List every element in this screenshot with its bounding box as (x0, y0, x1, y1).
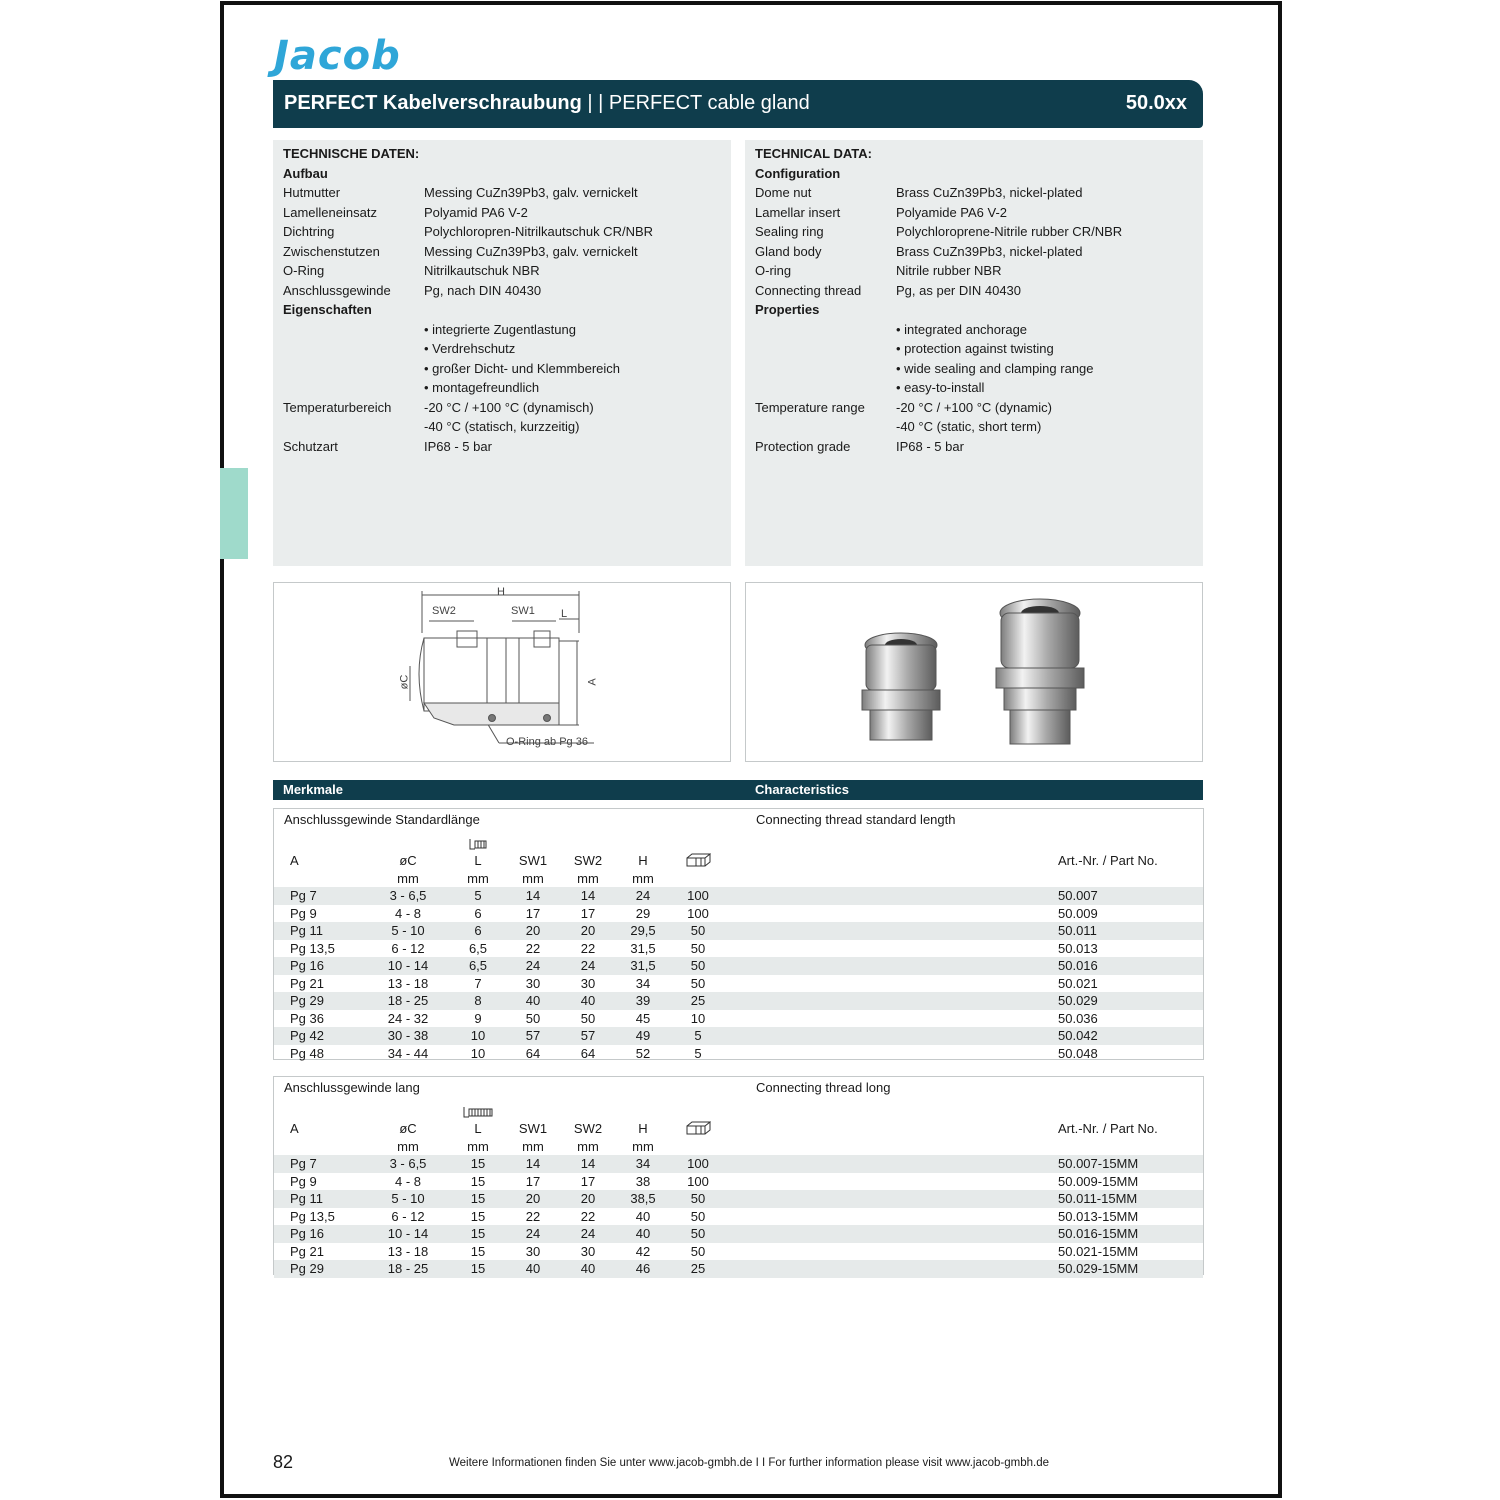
cell-h: 34 (635, 1156, 651, 1171)
cell-l: 15 (470, 1243, 486, 1259)
cell-sw2: 24 (580, 958, 596, 973)
cell-l: 6 (474, 923, 482, 938)
cell-c: 6 - 12 (391, 940, 425, 956)
dim-sw1-label: SW1 (511, 605, 535, 617)
cell-sw2: 30 (580, 975, 596, 991)
package-icon (678, 1121, 718, 1138)
col-sw2: SW2 (573, 853, 603, 868)
cell-art: 50.016-15MM (1058, 1226, 1139, 1241)
col-h: H (638, 853, 648, 868)
col-c: øC (399, 853, 417, 868)
bullet-item: • Verdrehschutz (424, 341, 516, 356)
col-l: L (474, 1121, 482, 1136)
bullet-item: • integrated anchorage (896, 321, 1028, 337)
section-title: Eigenschaften (283, 302, 372, 317)
cell-sw2: 57 (580, 1028, 596, 1043)
cell-c: 6 - 12 (391, 1208, 425, 1224)
tech-row: Temperature range -20 °C / +100 °C (dynamic) (755, 399, 1052, 415)
cell-h: 40 (635, 1226, 651, 1241)
cell-sw1: 20 (525, 923, 541, 938)
table-row (274, 1010, 1203, 1028)
tech-data-en (745, 140, 1203, 566)
col-sw2: SW2 (573, 1121, 603, 1136)
col-art: Art.-Nr. / Part No. (1058, 1121, 1158, 1136)
cell-h: 29,5 (630, 923, 656, 938)
page-title: PERFECT Kabelverschraubung | | PERFECT cable gland (284, 92, 810, 114)
bullet-item: • easy-to-install (896, 380, 985, 395)
col-c: øC (399, 1121, 417, 1136)
cell-pack: 10 (690, 1010, 706, 1026)
cell-pack: 50 (690, 1243, 706, 1259)
cell-h: 31,5 (630, 958, 656, 973)
tech-row: Hutmutter Messing CuZn39Pb3, galv. vernickelt (283, 185, 638, 200)
cell-sw2: 17 (580, 1173, 596, 1189)
unit-l: mm (467, 1139, 489, 1154)
cell-a: Pg 9 (290, 1173, 317, 1189)
cell-sw1: 40 (525, 1261, 541, 1276)
cell-l: 15 (470, 1261, 486, 1276)
bullet-item: • protection against twisting (896, 341, 1054, 356)
cell-sw2: 22 (580, 1208, 596, 1224)
cell-a: Pg 13,5 (290, 1208, 335, 1224)
cell-art: 50.013 (1058, 940, 1098, 956)
cell-pack: 50 (690, 923, 706, 938)
cell-pack: 50 (690, 958, 706, 973)
table-title-en: Connecting thread long (756, 1080, 891, 1095)
cell-art: 50.036 (1058, 1010, 1098, 1026)
cell-c: 18 - 25 (387, 993, 429, 1008)
cell-pack: 100 (687, 1173, 709, 1189)
tech-data-de (273, 140, 731, 566)
table-long-thread (273, 1076, 1204, 1275)
table-row (274, 1190, 1203, 1208)
tech-row: Protection grade IP68 - 5 bar (755, 438, 964, 454)
tech-row: Sealing ring Polychloroprene-Nitrile rubber CR/NBR (755, 224, 1123, 239)
cell-c: 3 - 6,5 (389, 888, 427, 903)
cell-sw2: 17 (580, 905, 596, 921)
cell-pack: 25 (690, 993, 706, 1008)
cell-pack: 50 (690, 1208, 706, 1224)
jacob-logo: Jacob (274, 33, 401, 79)
cell-sw2: 20 (580, 923, 596, 938)
cell-sw2: 30 (580, 1243, 596, 1259)
cell-art: 50.048 (1058, 1045, 1098, 1061)
footer-info: Weitere Informationen finden Sie unter www.jacob-gmbh.de I I For further information please visit www.jacob-gmbh.de (449, 1457, 1049, 1469)
cell-h: 39 (635, 993, 651, 1008)
dim-l-label: L (561, 608, 568, 620)
table-title-de: Anschlussgewinde lang (284, 1080, 420, 1095)
cell-a: Pg 7 (290, 1156, 317, 1171)
tech-row: Lamellar insert Polyamide PA6 V-2 (755, 204, 1008, 220)
cell-a: Pg 29 (290, 993, 324, 1008)
cell-a: Pg 11 (290, 1191, 324, 1206)
cell-pack: 100 (687, 888, 709, 903)
table-row (274, 905, 1203, 923)
table-row (274, 1027, 1203, 1045)
cell-sw1: 14 (525, 1156, 541, 1171)
cell-l: 6 (474, 905, 482, 921)
cell-c: 10 - 14 (387, 958, 429, 973)
cell-c: 3 - 6,5 (389, 1156, 427, 1171)
cell-sw2: 14 (580, 888, 596, 903)
oring-label: O-Ring ab Pg 36 (506, 736, 588, 748)
cell-a: Pg 9 (290, 905, 317, 921)
cell-art: 50.013-15MM (1058, 1208, 1139, 1224)
tech-row: Anschlussgewinde Pg, nach DIN 40430 (283, 282, 542, 298)
unit-sw2: mm (577, 871, 599, 886)
col-sw1: SW1 (518, 853, 548, 868)
cell-pack: 50 (690, 1226, 706, 1241)
cell-pack: 5 (694, 1028, 702, 1043)
cell-a: Pg 42 (290, 1028, 324, 1043)
cell-l: 8 (474, 993, 482, 1008)
cell-l: 6,5 (468, 940, 488, 956)
dim-a-label: A (586, 678, 599, 686)
unit-c: mm (397, 871, 419, 886)
cell-a: Pg 7 (290, 888, 317, 903)
cell-c: 13 - 18 (387, 975, 429, 991)
cell-c: 24 - 32 (387, 1010, 429, 1026)
table-row (274, 922, 1203, 940)
section-title: Configuration (755, 165, 841, 181)
cell-l: 15 (470, 1173, 486, 1189)
tech-row: O-Ring Nitrilkautschuk NBR (283, 263, 540, 278)
cell-art: 50.021 (1058, 975, 1098, 991)
unit-sw2: mm (577, 1139, 599, 1154)
cell-sw2: 50 (580, 1010, 596, 1026)
cell-a: Pg 29 (290, 1261, 324, 1276)
cell-a: Pg 11 (290, 923, 324, 938)
title-bar (273, 80, 1203, 128)
cable-gland-drawing (274, 583, 729, 760)
cell-sw2: 20 (580, 1191, 596, 1206)
cell-h: 49 (635, 1028, 651, 1043)
tech-row: -40 °C (static, short term) (896, 419, 1042, 434)
cell-sw1: 50 (525, 1010, 541, 1026)
cell-sw1: 24 (525, 1226, 541, 1241)
unit-h: mm (632, 1139, 654, 1154)
cell-art: 50.007-15MM (1058, 1156, 1139, 1171)
tech-row: Gland body Brass CuZn39Pb3, nickel-plated (755, 243, 1083, 259)
bullet-item: • integrierte Zugentlastung (424, 321, 576, 337)
cell-art: 50.009-15MM (1058, 1173, 1139, 1189)
cell-h: 45 (635, 1010, 651, 1026)
col-h: H (638, 1121, 648, 1136)
cell-pack: 100 (687, 1156, 709, 1171)
cell-art: 50.016 (1058, 958, 1098, 973)
cell-a: Pg 16 (290, 958, 324, 973)
section-title: Aufbau (283, 165, 328, 181)
cell-art: 50.029-15MM (1058, 1261, 1139, 1276)
cell-h: 24 (635, 888, 651, 903)
table-title-de: Anschlussgewinde Standardlänge (284, 812, 480, 827)
cell-art: 50.029 (1058, 993, 1098, 1008)
tech-row: Connecting thread Pg, as per DIN 40430 (755, 282, 1022, 298)
cell-c: 13 - 18 (387, 1243, 429, 1259)
cell-art: 50.009 (1058, 905, 1098, 921)
col-sw1: SW1 (518, 1121, 548, 1136)
dim-c-label: øC (398, 674, 411, 690)
cell-h: 46 (635, 1261, 651, 1276)
bullet-item: • montagefreundlich (424, 380, 540, 395)
cell-h: 42 (635, 1243, 651, 1259)
tech-row: Zwischenstutzen Messing CuZn39Pb3, galv. vernickelt (283, 243, 638, 259)
cell-c: 5 - 10 (391, 1191, 425, 1206)
tech-row: Dome nut Brass CuZn39Pb3, nickel-plated (755, 185, 1083, 200)
dim-h-label: H (497, 586, 505, 598)
cell-c: 10 - 14 (387, 1226, 429, 1241)
cell-l: 15 (470, 1226, 486, 1241)
unit-l: mm (467, 871, 489, 886)
cell-sw1: 22 (525, 940, 541, 956)
cell-h: 34 (635, 975, 651, 991)
table-row (274, 1208, 1203, 1226)
cell-l: 15 (470, 1191, 486, 1206)
cell-l: 15 (470, 1208, 486, 1224)
cell-pack: 50 (690, 1191, 706, 1206)
cell-h: 38 (635, 1173, 651, 1189)
cell-l: 9 (474, 1010, 482, 1026)
cell-sw2: 14 (580, 1156, 596, 1171)
cell-pack: 5 (694, 1045, 702, 1061)
tech-row: Schutzart IP68 - 5 bar (283, 438, 492, 454)
table-row (274, 1260, 1203, 1278)
col-l: L (474, 853, 482, 868)
table-row (274, 887, 1203, 905)
cell-art: 50.042 (1058, 1028, 1098, 1043)
cell-l: 10 (470, 1045, 486, 1061)
table-row (274, 957, 1203, 975)
table-standard-length (273, 808, 1204, 1060)
tech-row: -40 °C (statisch, kurzzeitig) (424, 419, 580, 434)
table-row (274, 1155, 1203, 1173)
unit-sw1: mm (522, 1139, 544, 1154)
cell-c: 30 - 38 (387, 1028, 429, 1043)
cell-h: 52 (635, 1045, 651, 1061)
table-row (274, 1045, 1203, 1063)
length-icon (458, 1106, 498, 1121)
cell-sw1: 64 (525, 1045, 541, 1061)
cell-a: Pg 16 (290, 1226, 324, 1241)
cell-a: Pg 13,5 (290, 940, 335, 956)
cell-l: 15 (470, 1156, 486, 1171)
cell-sw2: 22 (580, 940, 596, 956)
col-a: A (290, 1121, 299, 1136)
cell-sw1: 30 (525, 1243, 541, 1259)
tech-row: Temperaturbereich -20 °C / +100 °C (dynamisch) (283, 399, 594, 415)
cell-sw1: 14 (525, 888, 541, 903)
cell-pack: 50 (690, 975, 706, 991)
cell-c: 5 - 10 (391, 923, 425, 938)
tech-heading: TECHNICAL DATA: (755, 146, 872, 161)
cell-sw1: 20 (525, 1191, 541, 1206)
cell-pack: 50 (690, 940, 706, 956)
cell-h: 31,5 (630, 940, 656, 956)
package-icon (678, 853, 718, 870)
table-row (274, 975, 1203, 993)
cell-l: 10 (470, 1028, 486, 1043)
cell-sw1: 17 (525, 905, 541, 921)
cell-c: 4 - 8 (394, 1173, 421, 1189)
table-row (274, 1225, 1203, 1243)
col-a: A (290, 853, 299, 868)
side-tab-marker (220, 468, 248, 559)
table-row (274, 992, 1203, 1010)
tech-heading: TECHNISCHE DATEN: (283, 146, 420, 161)
section-title: Properties (755, 302, 820, 317)
cell-c: 34 - 44 (387, 1045, 429, 1061)
product-code: 50.0xx (1125, 92, 1187, 114)
characteristics-de: Merkmale (283, 782, 343, 797)
unit-h: mm (632, 871, 654, 886)
product-photo (745, 582, 1203, 762)
tech-row: Lamelleneinsatz Polyamid PA6 V-2 (283, 204, 528, 220)
table-title-en: Connecting thread standard length (756, 812, 956, 827)
cell-a: Pg 48 (290, 1045, 324, 1061)
bullet-item: • wide sealing and clamping range (896, 360, 1094, 376)
cell-pack: 25 (690, 1261, 706, 1276)
cell-h: 29 (635, 905, 651, 921)
cell-sw1: 40 (525, 993, 541, 1008)
cell-a: Pg 21 (290, 1243, 324, 1259)
cell-sw1: 22 (525, 1208, 541, 1224)
col-art: Art.-Nr. / Part No. (1058, 853, 1158, 868)
table-row (274, 940, 1203, 958)
cell-pack: 100 (687, 905, 709, 921)
cell-art: 50.021-15MM (1058, 1243, 1139, 1259)
characteristics-en: Characteristics (755, 782, 849, 797)
bullet-item: • großer Dicht- und Klemmbereich (424, 360, 621, 376)
cell-sw2: 40 (580, 993, 596, 1008)
cell-sw1: 24 (525, 958, 541, 973)
cell-sw2: 40 (580, 1261, 596, 1276)
cell-c: 4 - 8 (394, 905, 421, 921)
page-number: 82 (273, 1452, 294, 1472)
dim-sw2-label: SW2 (432, 605, 456, 617)
cell-l: 5 (474, 888, 482, 903)
cell-l: 7 (474, 975, 482, 991)
cell-a: Pg 21 (290, 975, 324, 991)
cell-art: 50.007 (1058, 888, 1098, 903)
unit-c: mm (397, 1139, 419, 1154)
unit-sw1: mm (522, 871, 544, 886)
table-row (274, 1173, 1203, 1191)
cell-art: 50.011-15MM (1058, 1191, 1138, 1206)
cell-sw1: 57 (525, 1028, 541, 1043)
technical-drawing (273, 582, 731, 762)
characteristics-bar (273, 780, 1203, 800)
cell-l: 6,5 (468, 958, 488, 973)
tech-row: Dichtring Polychloropren-Nitrilkautschuk CR/NBR (283, 224, 654, 239)
cell-a: Pg 36 (290, 1010, 324, 1026)
cell-h: 40 (635, 1208, 651, 1224)
cell-art: 50.011 (1058, 923, 1097, 938)
cable-gland-photo (746, 583, 1201, 760)
table-row (274, 1243, 1203, 1261)
tech-row: O-ring Nitrile rubber NBR (755, 263, 1002, 278)
cell-sw1: 30 (525, 975, 541, 991)
length-icon (458, 838, 498, 853)
cell-sw2: 24 (580, 1226, 596, 1241)
cell-sw1: 17 (525, 1173, 541, 1189)
cell-h: 38,5 (630, 1191, 656, 1206)
cell-sw2: 64 (580, 1045, 596, 1061)
cell-c: 18 - 25 (387, 1261, 429, 1276)
